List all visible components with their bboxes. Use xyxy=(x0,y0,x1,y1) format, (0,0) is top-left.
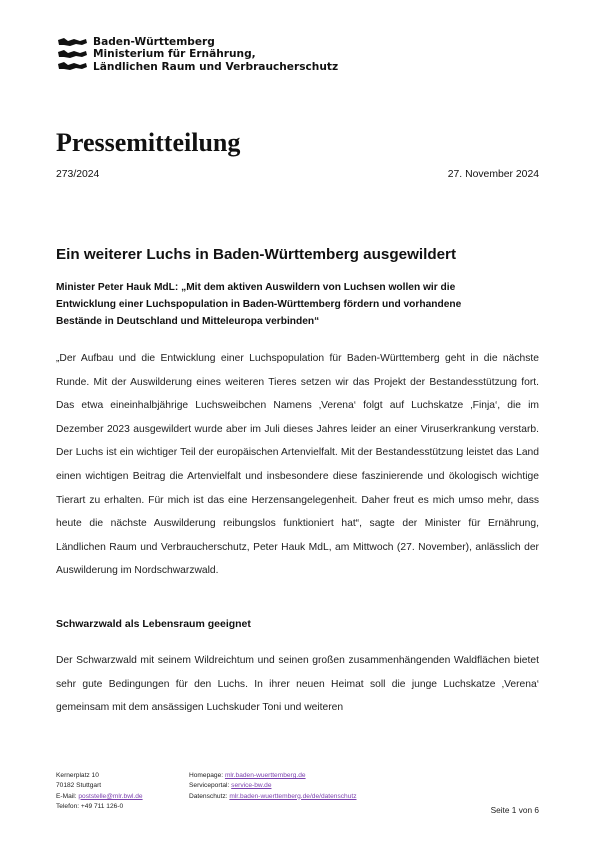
page-number: Seite 1 von 6 xyxy=(490,805,539,815)
article-subheading: Schwarzwald als Lebensraum geeignet xyxy=(56,618,251,630)
footer-email-label: E-Mail: xyxy=(56,792,77,800)
ministry-logo xyxy=(56,36,338,73)
logo-line-ministry: Ministerium für Ernährung, xyxy=(93,48,256,61)
footer-serviceportal-row xyxy=(189,781,357,791)
ministry-name xyxy=(93,36,338,73)
footer-web xyxy=(189,771,357,802)
article-paragraph-1: „Der Aufbau und die Entwicklung einer Luchspopulation für Baden-Württemberg geht in die nächste Runde. Mit der Auswilderung eines weiteren Tieres setzen wir das Projekt der Bestandesstützung fort. Das etwa eineinhalbjährige Luchsweibchen Namens ‚Verena‘ folgt auf Luchskatze ‚Finja‘, die im Dezember 2023 ausgewildert wurde aber im Juli dieses Jahres leider an einer Viruserkrankung verstarb. Der Luchs ist ein wichtiger Teil der europäischen Artenvielfalt. Mit der Bestandesstützung leistet das Land einen wichtigen Beitrag die Artenvielfalt und insbesondere diese faszinierende und ökologisch wichtige Tierart zu erhalten. Für mich ist das eine Herzensangelegenheit. Daher freut es mich umso mehr, dass heute die nächste Auswilderung reibungslos funktioniert hat“, sagte der Minister für Ernährung, Ländlichen Raum und Verbraucherschutz, Peter Hauk MdL, am Mittwoch (27. November), anlässlich der Auswilderung im Nordschwarzwald. xyxy=(56,353,539,577)
article-lead: Minister Peter Hauk MdL: „Mit dem aktiven Auswildern von Luchsen wollen wir die Entwicklung einer Luchspopulation in Baden-Württemberg fördern und vorhandene Bestände in Deutschland und Mitteleuropa verbinden“ xyxy=(56,282,462,327)
footer-serviceportal-label: Serviceportal: xyxy=(189,782,230,790)
press-release-date: 27. November 2024 xyxy=(447,169,539,180)
footer-privacy-row xyxy=(189,792,357,802)
document-title: Pressemitteilung xyxy=(56,128,241,157)
footer-address: Kernerplatz 10 xyxy=(56,772,99,779)
baden-wuerttemberg-lions-icon xyxy=(56,36,89,72)
footer-serviceportal-link[interactable]: service-bw.de xyxy=(231,782,272,790)
article-headline: Ein weiterer Luchs in Baden-Württemberg ausgewildert xyxy=(56,246,457,263)
footer-homepage-link[interactable]: mlr.baden-wuerttemberg.de xyxy=(224,772,306,779)
press-release-number: 273/2024 xyxy=(56,169,100,180)
footer-email-link[interactable]: poststelle@mlr.bwl.de xyxy=(78,792,143,800)
footer-privacy-label: Datenschutz: xyxy=(189,792,228,800)
article-paragraph-2: Der Schwarzwald mit seinem Wildreichtum und seinen großen zusammenhängenden Waldflächen bietet sehr gute Bedingungen für den Luchs. In ihrer neuen Heimat soll die junge Luchskatze ‚Verena‘ gemeinsam mit dem ansässigen Luchskuder Toni und weiteren xyxy=(56,655,539,714)
footer-homepage-label: Homepage: xyxy=(189,772,224,779)
footer-phone: Telefon: +49 711 126-0 xyxy=(56,802,124,810)
footer-homepage-row xyxy=(189,771,357,781)
footer-city: 70182 Stuttgart xyxy=(56,782,102,790)
footer-contact xyxy=(56,771,143,812)
logo-line-state: Baden-Württemberg xyxy=(93,36,215,48)
logo-line-department: Ländlichen Raum und Verbraucherschutz xyxy=(93,60,339,73)
footer-privacy-link[interactable]: mlr.baden-wuerttemberg.de/de/datenschutz xyxy=(229,792,357,800)
footer-email-row xyxy=(56,792,143,802)
